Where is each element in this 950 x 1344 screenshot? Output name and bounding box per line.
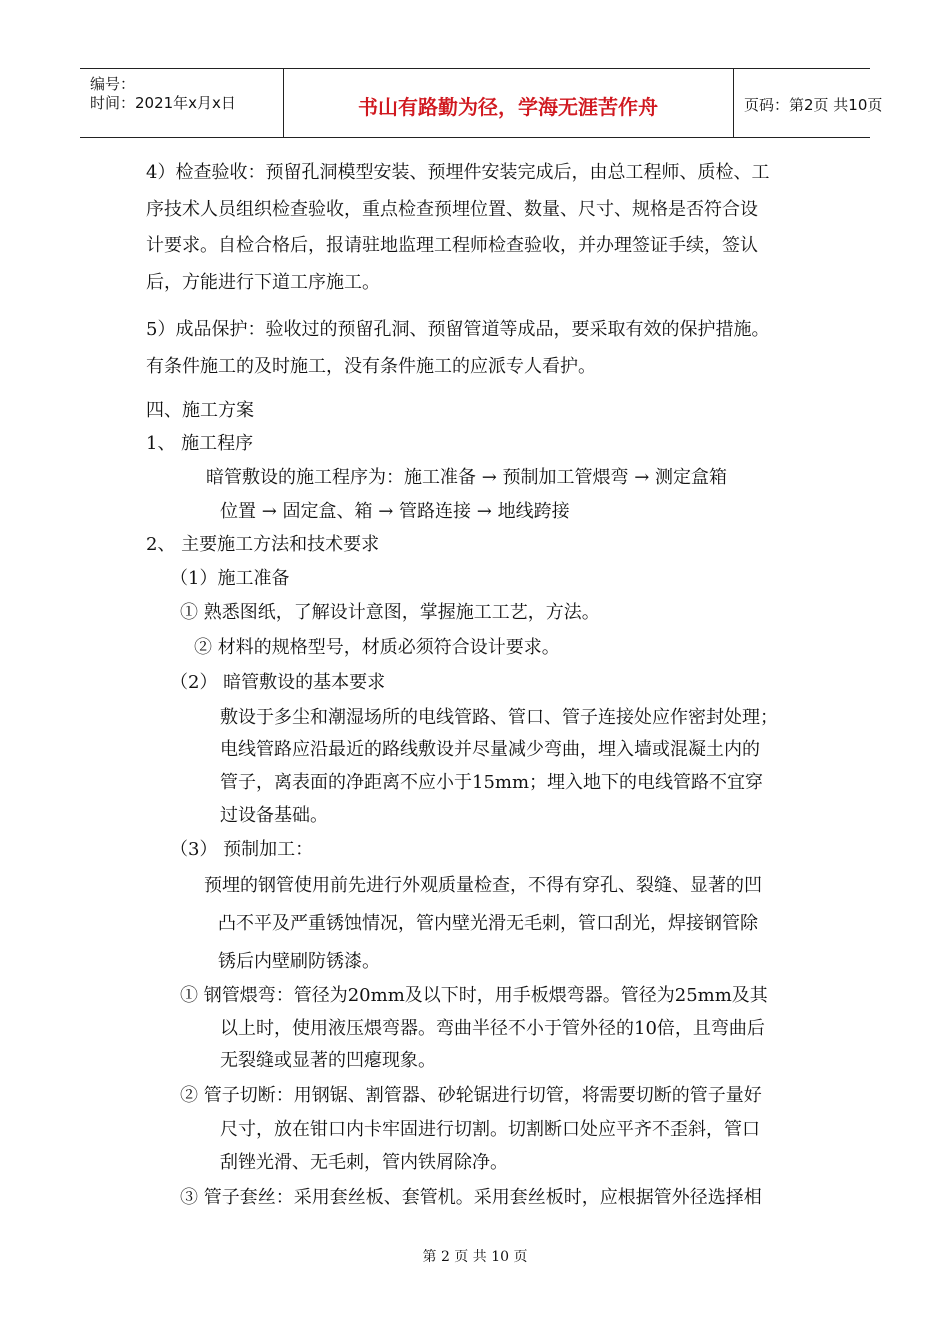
header-page-info: 页码：第2页 共10页 xyxy=(744,96,883,114)
item-heading: （3） 预制加工： xyxy=(170,839,314,860)
body-line: 刮锉光滑、无毛刺，管内铁屑除净。 xyxy=(220,1152,508,1173)
body-line: 4）检查验收：预留孔洞模型安装、预埋件安装完成后，由总工程师、质检、工 xyxy=(146,162,770,183)
subsection-heading: 1、 施工程序 xyxy=(146,433,254,454)
page-header xyxy=(80,68,883,138)
body-line: 凸不平及严重锈蚀情况，管内壁光滑无毛刺，管口刮光，焊接钢管除 xyxy=(218,913,758,934)
header-slogan-cell xyxy=(283,69,734,137)
header-page-cell xyxy=(734,69,883,137)
document-time-label: 时间：2021年x月x日 xyxy=(90,94,236,112)
body-line: 过设备基础。 xyxy=(220,805,328,826)
item-heading: （1）施工准备 xyxy=(170,568,290,589)
section-heading: 四、施工方案 xyxy=(146,400,254,421)
body-line: 以上时，使用液压煨弯器。弯曲半径不小于管外径的10倍，且弯曲后 xyxy=(220,1018,765,1039)
list-item: ② 材料的规格型号，材质必须符合设计要求。 xyxy=(194,637,560,658)
list-item: ① 钢管煨弯：管径为20mm及以下时，用手板煨弯器。管径为25mm及其 xyxy=(180,985,768,1006)
document-number-label: 编号： xyxy=(90,75,136,93)
body-line: 电线管路应沿最近的路线敷设并尽量减少弯曲，埋入墙或混凝土内的 xyxy=(220,739,760,760)
body-line: 锈后内壁刷防锈漆。 xyxy=(218,951,380,972)
list-item: ① 熟悉图纸，了解设计意图，掌握施工工艺，方法。 xyxy=(180,602,600,623)
item-heading: （2） 暗管敷设的基本要求 xyxy=(170,672,386,693)
page-footer: 第 2 页 共 10 页 xyxy=(422,1249,528,1265)
body-line: 暗管敷设的施工程序为：施工准备 → 预制加工管煨弯 → 测定盒箱 xyxy=(206,467,728,488)
body-line: 有条件施工的及时施工，没有条件施工的应派专人看护。 xyxy=(146,356,596,377)
header-slogan: 书山有路勤为径，学海无涯苦作舟 xyxy=(358,95,658,119)
body-line: 管子，离表面的净距离不应小于15mm；埋入地下的电线管路不宜穿 xyxy=(220,772,764,793)
body-line: 序技术人员组织检查验收，重点检查预埋位置、数量、尺寸、规格是否符合设 xyxy=(146,199,758,220)
body-line: 后，方能进行下道工序施工。 xyxy=(146,272,380,293)
body-line: 尺寸，放在钳口内卡牢固进行切割。切割断口处应平齐不歪斜，管口 xyxy=(220,1119,760,1140)
list-item: ③ 管子套丝：采用套丝板、套管机。采用套丝板时，应根据管外径选择相 xyxy=(180,1187,762,1208)
subsection-heading: 2、 主要施工方法和技术要求 xyxy=(146,534,380,555)
body-line: 计要求。自检合格后，报请驻地监理工程师检查验收，并办理签证手续，签认 xyxy=(146,235,758,256)
body-line: 预埋的钢管使用前先进行外观质量检查，不得有穿孔、裂缝、显著的凹 xyxy=(204,875,762,896)
body-line: 位置 → 固定盒、箱 → 管路连接 → 地线跨接 xyxy=(220,501,570,522)
list-item: ② 管子切断：用钢锯、割管器、砂轮锯进行切管，将需要切断的管子量好 xyxy=(180,1085,762,1106)
body-line: 敷设于多尘和潮湿场所的电线管路、管口、管子连接处应作密封处理； xyxy=(220,707,778,728)
body-line: 无裂缝或显著的凹瘪现象。 xyxy=(220,1050,436,1071)
header-meta-cell xyxy=(80,69,284,137)
body-line: 5）成品保护：验收过的预留孔洞、预留管道等成品，要采取有效的保护措施。 xyxy=(146,319,770,340)
